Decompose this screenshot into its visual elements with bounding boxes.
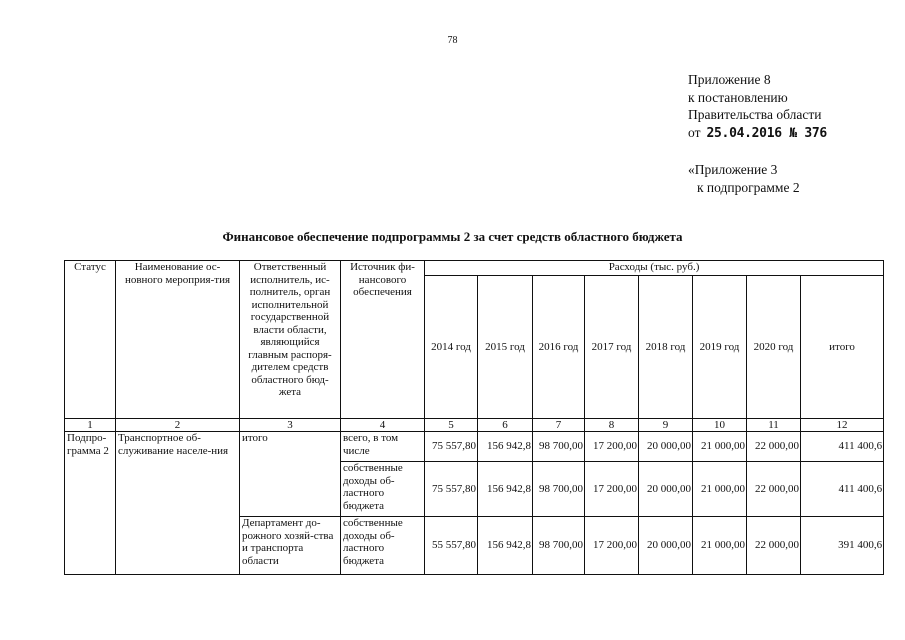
financing-table [64, 260, 884, 575]
column-index: 3 [240, 419, 341, 432]
value-cell: 98 700,00 [533, 517, 585, 575]
status-cell: Подпро-грамма 2 [65, 432, 116, 575]
value-cell: 17 200,00 [585, 517, 639, 575]
column-index-row [65, 419, 884, 432]
column-index: 7 [533, 419, 585, 432]
header-year: 2020 год [747, 276, 801, 419]
value-cell: 21 000,00 [693, 432, 747, 462]
attachment-line-1: Приложение 8 [688, 72, 771, 87]
header-name: Наименование ос-новного мероприя-тия [116, 261, 240, 419]
column-index: 6 [478, 419, 533, 432]
value-cell: 17 200,00 [585, 432, 639, 462]
attachment-line-2: к постановлению [688, 89, 788, 105]
value-cell: 20 000,00 [639, 432, 693, 462]
value-cell: 98 700,00 [533, 462, 585, 517]
responsible-cell: Департамент до-рожного хозяй-ства и транспорта области [240, 517, 341, 575]
value-cell: 75 557,80 [425, 462, 478, 517]
header-year: 2018 год [639, 276, 693, 419]
header-year: 2014 год [425, 276, 478, 419]
value-cell: 20 000,00 [639, 517, 693, 575]
total-cell: 391 400,6 [801, 517, 884, 575]
source-cell: собственные доходы об-ластного бюджета [341, 462, 425, 517]
header-row-1 [65, 261, 884, 276]
value-cell: 156 942,8 [478, 517, 533, 575]
header-year: 2016 год [533, 276, 585, 419]
value-cell: 21 000,00 [693, 462, 747, 517]
header-year: 2019 год [693, 276, 747, 419]
value-cell: 156 942,8 [478, 432, 533, 462]
header-expenses: Расходы (тыс. руб.) [425, 261, 884, 276]
column-index: 5 [425, 419, 478, 432]
column-index: 2 [116, 419, 240, 432]
source-cell: всего, в том числе [341, 432, 425, 462]
value-cell: 98 700,00 [533, 432, 585, 462]
total-cell: 411 400,6 [801, 462, 884, 517]
page-number: 78 [447, 35, 458, 46]
column-index: 1 [65, 419, 116, 432]
attachment-subprogram-block [688, 161, 800, 197]
table-row [65, 432, 884, 462]
column-index: 8 [585, 419, 639, 432]
column-index: 9 [639, 419, 693, 432]
attachment-line-3: Правительства области [688, 107, 822, 122]
date-number-stamp: 25.04.2016 № 376 [706, 125, 827, 141]
source-cell: собственные доходы об-ластного бюджета [341, 517, 425, 575]
value-cell: 20 000,00 [639, 462, 693, 517]
header-year: 2015 год [478, 276, 533, 419]
header-source: Источник фи-нансового обеспечения [341, 261, 425, 419]
value-cell: 17 200,00 [585, 462, 639, 517]
header-status: Статус [65, 261, 116, 419]
header-year: 2017 год [585, 276, 639, 419]
header-responsible: Ответственный исполнитель, ис-полнитель, орган исполнительной государственной власти области, являющийся главным распоря-дителем средств областного бюд-жета [240, 261, 341, 419]
value-cell: 55 557,80 [425, 517, 478, 575]
attachment-subprogram-line-2: к подпрограмме 2 [697, 180, 800, 195]
responsible-cell: итого [240, 432, 341, 517]
attachment-block [688, 71, 827, 142]
column-index: 10 [693, 419, 747, 432]
header-total: итого [801, 276, 884, 419]
value-cell: 22 000,00 [747, 432, 801, 462]
value-cell: 22 000,00 [747, 462, 801, 517]
column-index: 12 [801, 419, 884, 432]
attachment-date [688, 124, 827, 143]
document-title: Финансовое обеспечение подпрограммы 2 за счет средств областного бюджета [222, 229, 683, 244]
attachment-subprogram-line-1: «Приложение 3 [688, 162, 778, 177]
column-index: 11 [747, 419, 801, 432]
date-prefix: от [688, 124, 701, 140]
value-cell: 21 000,00 [693, 517, 747, 575]
value-cell: 156 942,8 [478, 462, 533, 517]
column-index: 4 [341, 419, 425, 432]
total-cell: 411 400,6 [801, 432, 884, 462]
value-cell: 22 000,00 [747, 517, 801, 575]
value-cell: 75 557,80 [425, 432, 478, 462]
activity-name-cell: Транспортное об-служивание населе-ния [116, 432, 240, 575]
